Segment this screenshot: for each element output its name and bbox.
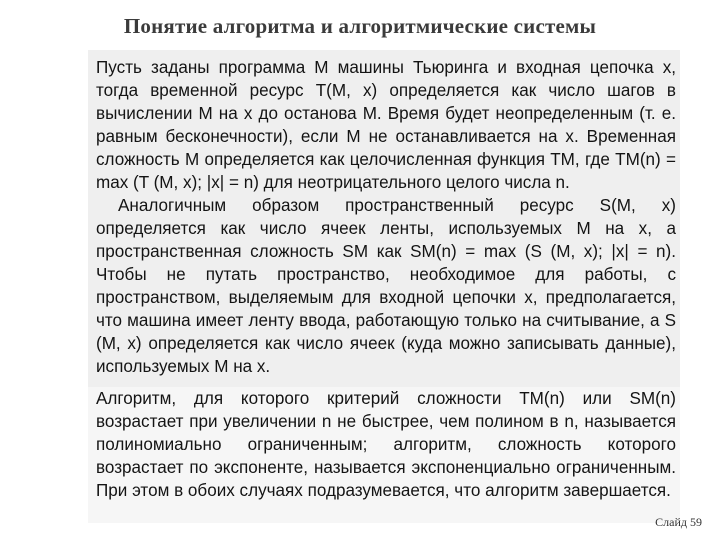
scan-upper-panel bbox=[88, 50, 680, 387]
paragraph-time-complexity: Пусть заданы программа M машины Тьюринга и входная цепочка x, тогда временной ресурс T(M, x) определяется как число шагов в вычислении M на x до останова M. Время будет неопределенным (т. е. равным бесконечности), если M не останавливается на x. Временная сложность M определяется как целочисленная функция TM, где TM(n) = max (T (M, x); |x| = n) для неотрицательного целого числа n. bbox=[96, 58, 676, 192]
slide-title: Понятие алгоритма и алгоритмические системы bbox=[123, 14, 597, 38]
paragraph-space-complexity: Аналогичным образом пространственный ресурс S(M, x) определяется как число ячеек ленты, используемых M на x, а пространственная сложность SM как SM(n) = max (S (M, x); |x| = n). Чтобы не путать пространство, необходимое для работы, с пространством, выделяемым для входной цепочки x, предполагается, что машина имеет ленту ввода, работающую только на считывание, а S (M, x) определяется как число ячеек (куда можно записывать данные), используемых M на x. bbox=[96, 196, 676, 376]
scanned-text-image bbox=[88, 50, 680, 523]
paragraph-polynomial-bound: Алгоритм, для которого критерий сложности TM(n) или SM(n) возрастает при увеличении n не быстрее, чем полином в n, называется полиномиально ограниченным; алгоритм, сложность которого возрастает по экспоненте, называется экспоненциально ограниченным. При этом в обоих случаях подразумевается, что алгоритм завершается. bbox=[96, 389, 676, 500]
slide-number: Слайд 59 bbox=[655, 515, 702, 529]
scan-lower-panel bbox=[88, 387, 680, 523]
